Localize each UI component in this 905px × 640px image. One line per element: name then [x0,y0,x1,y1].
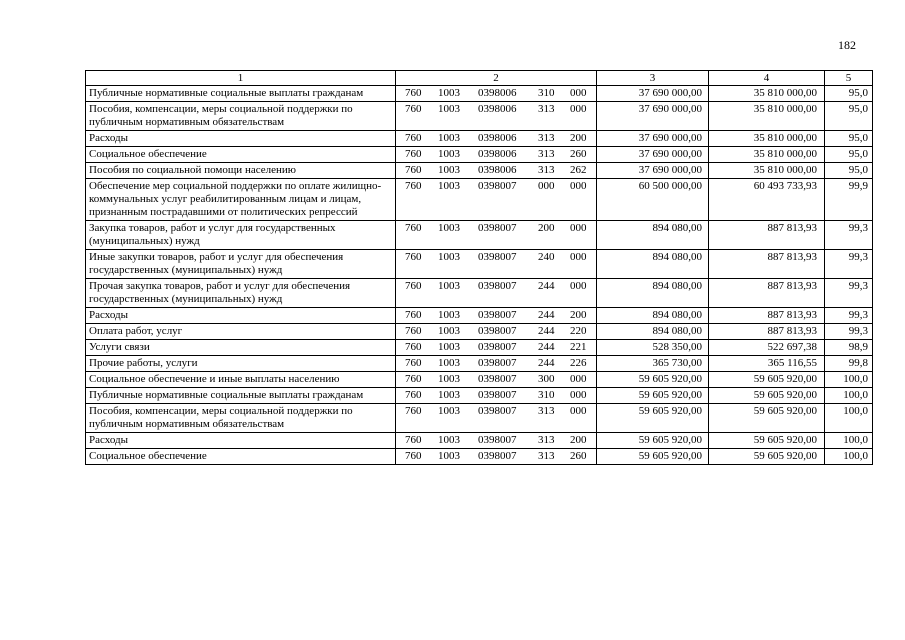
value-col-3: 894 080,00 [597,250,709,279]
row-code-cell [396,404,597,433]
code-part: 244 [538,280,555,292]
value-col-5: 95,0 [825,147,873,163]
code-part: 244 [538,325,555,337]
table-row [86,449,873,465]
row-code-cell [396,388,597,404]
code-part: 760 [405,132,422,144]
code-part: 240 [538,251,555,263]
row-code-cell [396,179,597,221]
code-part: 260 [570,148,587,160]
value-col-4: 887 813,93 [709,221,825,250]
value-col-4: 887 813,93 [709,308,825,324]
code-part: 0398007 [478,405,517,417]
code-part: 221 [570,341,587,353]
table-row [86,340,873,356]
table-row [86,102,873,131]
row-code-cell [396,86,597,102]
table-row [86,131,873,147]
code-part: 760 [405,389,422,401]
table-row [86,179,873,221]
header-col-4: 4 [709,71,825,86]
code-part: 0398006 [478,132,517,144]
value-col-5: 100,0 [825,404,873,433]
code-part: 1003 [438,132,460,144]
code-part: 1003 [438,103,460,115]
code-part: 0398007 [478,389,517,401]
code-part: 1003 [438,357,460,369]
value-col-3: 59 605 920,00 [597,372,709,388]
code-part: 0398007 [478,450,517,462]
code-part: 310 [538,389,555,401]
row-name-cell: Прочая закупка товаров, работ и услуг для обеспечения государственных (муниципальных) нужд [86,279,396,308]
code-part: 220 [570,325,587,337]
row-name-cell: Расходы [86,131,396,147]
code-part: 313 [538,103,555,115]
value-col-5: 100,0 [825,433,873,449]
header-col-5: 5 [825,71,873,86]
row-name-cell: Расходы [86,433,396,449]
value-col-4: 59 605 920,00 [709,372,825,388]
value-col-5: 98,9 [825,340,873,356]
value-col-5: 99,3 [825,324,873,340]
code-part: 226 [570,357,587,369]
code-part: 760 [405,87,422,99]
table-row [86,279,873,308]
table-row [86,308,873,324]
code-part: 244 [538,357,555,369]
value-col-4: 59 605 920,00 [709,449,825,465]
row-name-cell: Услуги связи [86,340,396,356]
row-code-cell [396,372,597,388]
code-part: 1003 [438,434,460,446]
table-row [86,433,873,449]
code-part: 0398007 [478,341,517,353]
table-row [86,147,873,163]
code-part: 1003 [438,373,460,385]
budget-table [85,70,873,465]
header-col-1: 1 [86,71,396,86]
value-col-3: 37 690 000,00 [597,102,709,131]
code-part: 313 [538,132,555,144]
code-part: 760 [405,222,422,234]
value-col-5: 95,0 [825,86,873,102]
code-part: 1003 [438,164,460,176]
value-col-4: 35 810 000,00 [709,163,825,179]
value-col-5: 95,0 [825,102,873,131]
value-col-4: 35 810 000,00 [709,147,825,163]
table-row [86,372,873,388]
code-part: 000 [570,373,587,385]
code-part: 000 [570,251,587,263]
code-part: 1003 [438,180,460,192]
code-part: 000 [570,389,587,401]
value-col-3: 59 605 920,00 [597,388,709,404]
row-code-cell [396,308,597,324]
code-part: 0398006 [478,87,517,99]
value-col-5: 100,0 [825,449,873,465]
row-code-cell [396,163,597,179]
value-col-4: 59 605 920,00 [709,433,825,449]
value-col-5: 100,0 [825,372,873,388]
code-part: 760 [405,103,422,115]
header-col-2: 2 [396,71,597,86]
table-row [86,163,873,179]
value-col-3: 59 605 920,00 [597,449,709,465]
code-part: 000 [570,103,587,115]
code-part: 1003 [438,222,460,234]
row-name-cell: Публичные нормативные социальные выплаты гражданам [86,388,396,404]
row-name-cell: Социальное обеспечение [86,147,396,163]
code-part: 244 [538,341,555,353]
value-col-3: 894 080,00 [597,279,709,308]
row-code-cell [396,279,597,308]
code-part: 1003 [438,87,460,99]
code-part: 0398007 [478,309,517,321]
code-part: 0398007 [478,325,517,337]
value-col-5: 95,0 [825,131,873,147]
value-col-5: 99,3 [825,279,873,308]
code-part: 313 [538,434,555,446]
code-part: 760 [405,434,422,446]
value-col-4: 35 810 000,00 [709,86,825,102]
code-part: 0398007 [478,434,517,446]
code-part: 760 [405,405,422,417]
code-part: 262 [570,164,587,176]
row-code-cell [396,449,597,465]
code-part: 313 [538,405,555,417]
row-code-cell [396,147,597,163]
table-row [86,388,873,404]
code-part: 0398007 [478,180,517,192]
value-col-4: 365 116,55 [709,356,825,372]
code-part: 300 [538,373,555,385]
row-name-cell: Социальное обеспечение [86,449,396,465]
row-code-cell [396,250,597,279]
code-part: 0398007 [478,280,517,292]
value-col-4: 35 810 000,00 [709,131,825,147]
code-part: 760 [405,280,422,292]
value-col-3: 37 690 000,00 [597,86,709,102]
code-part: 000 [570,280,587,292]
code-part: 760 [405,325,422,337]
header-col-3: 3 [597,71,709,86]
row-code-cell [396,340,597,356]
value-col-3: 365 730,00 [597,356,709,372]
value-col-4: 887 813,93 [709,250,825,279]
value-col-4: 60 493 733,93 [709,179,825,221]
code-part: 0398007 [478,373,517,385]
code-part: 000 [570,87,587,99]
value-col-4: 887 813,93 [709,324,825,340]
row-name-cell: Закупка товаров, работ и услуг для государственных (муниципальных) нужд [86,221,396,250]
table-row [86,250,873,279]
value-col-3: 37 690 000,00 [597,131,709,147]
value-col-3: 894 080,00 [597,308,709,324]
code-part: 200 [570,132,587,144]
code-part: 313 [538,450,555,462]
value-col-5: 99,3 [825,250,873,279]
code-part: 760 [405,450,422,462]
code-part: 1003 [438,148,460,160]
table-row [86,404,873,433]
value-col-4: 887 813,93 [709,279,825,308]
value-col-4: 522 697,38 [709,340,825,356]
value-col-3: 894 080,00 [597,324,709,340]
row-code-cell [396,324,597,340]
value-col-3: 59 605 920,00 [597,433,709,449]
value-col-3: 528 350,00 [597,340,709,356]
row-name-cell: Пособия, компенсации, меры социальной поддержки по публичным нормативным обязательствам [86,404,396,433]
value-col-4: 35 810 000,00 [709,102,825,131]
value-col-4: 59 605 920,00 [709,388,825,404]
code-part: 000 [570,222,587,234]
code-part: 1003 [438,405,460,417]
value-col-4: 59 605 920,00 [709,404,825,433]
value-col-5: 95,0 [825,163,873,179]
code-part: 244 [538,309,555,321]
row-name-cell: Иные закупки товаров, работ и услуг для обеспечения государственных (муниципальных) нужд [86,250,396,279]
code-part: 760 [405,251,422,263]
code-part: 000 [570,180,587,192]
code-part: 760 [405,373,422,385]
code-part: 760 [405,341,422,353]
code-part: 000 [538,180,555,192]
code-part: 760 [405,357,422,369]
code-part: 200 [570,434,587,446]
value-col-3: 37 690 000,00 [597,163,709,179]
code-part: 760 [405,148,422,160]
code-part: 1003 [438,450,460,462]
code-part: 0398006 [478,164,517,176]
row-name-cell: Расходы [86,308,396,324]
row-code-cell [396,356,597,372]
row-name-cell: Пособия по социальной помощи населению [86,163,396,179]
row-code-cell [396,221,597,250]
code-part: 0398007 [478,222,517,234]
row-name-cell: Обеспечение мер социальной поддержки по оплате жилищно-коммунальных услуг реабилитированным лицам и лицам, признанным пострадавшими от политических репрессий [86,179,396,221]
code-part: 260 [570,450,587,462]
row-name-cell: Оплата работ, услуг [86,324,396,340]
table-row [86,324,873,340]
code-part: 0398007 [478,357,517,369]
code-part: 200 [538,222,555,234]
row-name-cell: Пособия, компенсации, меры социальной поддержки по публичным нормативным обязательствам [86,102,396,131]
row-code-cell [396,102,597,131]
code-part: 000 [570,405,587,417]
value-col-3: 60 500 000,00 [597,179,709,221]
code-part: 0398007 [478,251,517,263]
code-part: 1003 [438,389,460,401]
code-part: 313 [538,164,555,176]
row-code-cell [396,131,597,147]
code-part: 0398006 [478,148,517,160]
code-part: 1003 [438,325,460,337]
row-name-cell: Прочие работы, услуги [86,356,396,372]
code-part: 760 [405,164,422,176]
value-col-3: 894 080,00 [597,221,709,250]
table-row [86,356,873,372]
value-col-5: 99,3 [825,221,873,250]
code-part: 1003 [438,341,460,353]
value-col-5: 99,3 [825,308,873,324]
page-number: 182 [838,38,856,52]
table-row [86,86,873,102]
code-part: 1003 [438,280,460,292]
value-col-3: 59 605 920,00 [597,404,709,433]
code-part: 200 [570,309,587,321]
value-col-5: 99,8 [825,356,873,372]
value-col-5: 100,0 [825,388,873,404]
row-name-cell: Социальное обеспечение и иные выплаты населению [86,372,396,388]
code-part: 1003 [438,309,460,321]
table-row [86,221,873,250]
value-col-3: 37 690 000,00 [597,147,709,163]
code-part: 0398006 [478,103,517,115]
code-part: 310 [538,87,555,99]
header-row [86,71,873,86]
row-name-cell: Публичные нормативные социальные выплаты гражданам [86,86,396,102]
row-code-cell [396,433,597,449]
code-part: 760 [405,180,422,192]
code-part: 1003 [438,251,460,263]
code-part: 760 [405,309,422,321]
value-col-5: 99,9 [825,179,873,221]
code-part: 313 [538,148,555,160]
